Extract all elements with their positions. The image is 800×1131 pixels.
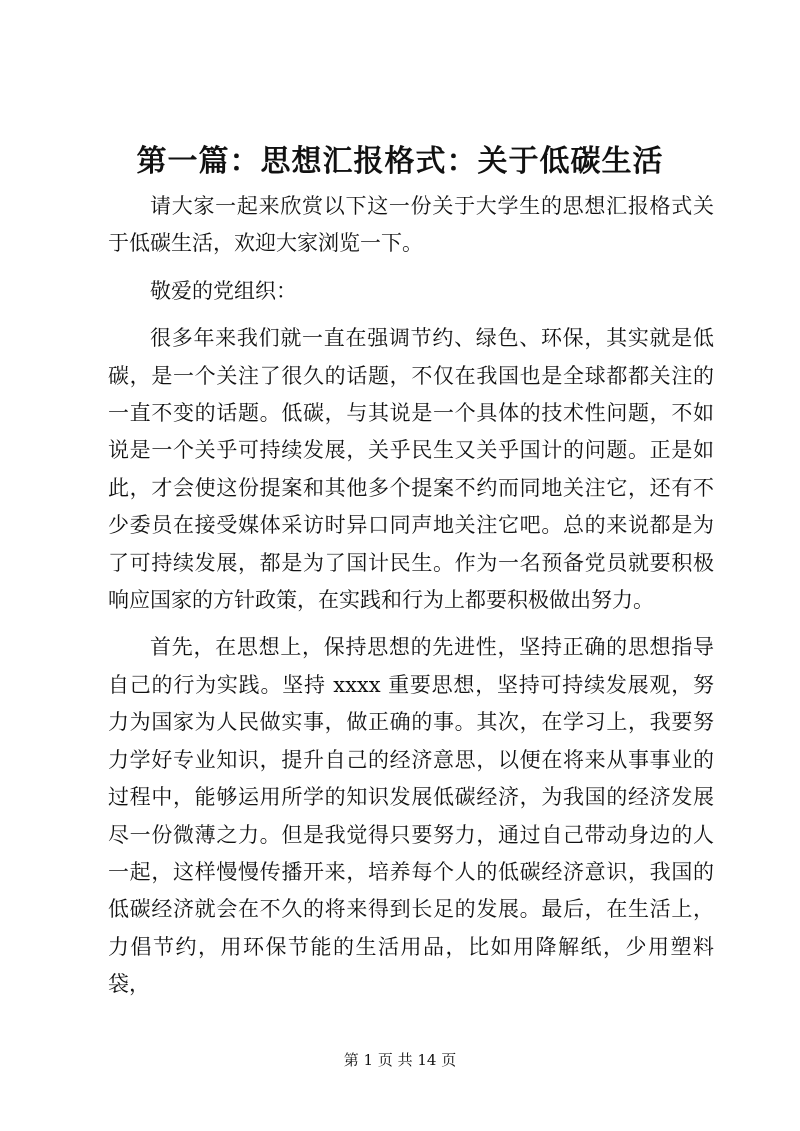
paragraph-salutation: 敬爱的党组织：	[150, 278, 297, 303]
paragraph-actions: 首先，在思想上，保持思想的先进性，坚持正确的思想指导自己的行为实践。坚持 xxxx 重要思想，坚持可持续发展观，努力为国家为人民做实事，做正确的事。其次，在学习上，我要努力学好专业知识，提升自己的经济意思，以便在将来从事事业的过程中，能够运用所学的知识发展低碳经济，为我国的经济发展尽一份微薄之力。但是我觉得只要努力，通过自己带动身边的人一起，这样慢慢传播开来，培养每个人的低碳经济意识，我国的低碳经济就会在不久的将来得到长足的发展。最后，在生活上，力倡节约，用环保节能的生活用品，比如用降解纸，少用塑料袋，	[108, 635, 714, 997]
paragraph-intro: 请大家一起来欣赏以下这一份关于大学生的思想汇报格式关于低碳生活，欢迎大家浏览一下。	[108, 194, 714, 256]
paragraph-low-carbon-topic: 很多年来我们就一直在强调节约、绿色、环保，其实就是低碳，是一个关注了很久的话题，不仅在我国也是全球都都关注的一直不变的话题。低碳，与其说是一个具体的技术性问题，不如说是一个关乎可持续发展，关乎民生又关乎国计的问题。正是如此，才会使这份提案和其他多个提案不约而同地关注它，还有不少委员在接受媒体采访时异口同声地关注它吧。总的来说都是为了可持续发展，都是为了国计民生。作为一名预备党员就要积极响应国家的方针政策，在实践和行为上都要积极做出努力。	[108, 326, 714, 613]
document-title: 第一篇：思想汇报格式：关于低碳生活	[136, 144, 664, 179]
document-body	[108, 188, 714, 1004]
page-number-footer: 第 1 页 共 14 页	[343, 1051, 457, 1069]
